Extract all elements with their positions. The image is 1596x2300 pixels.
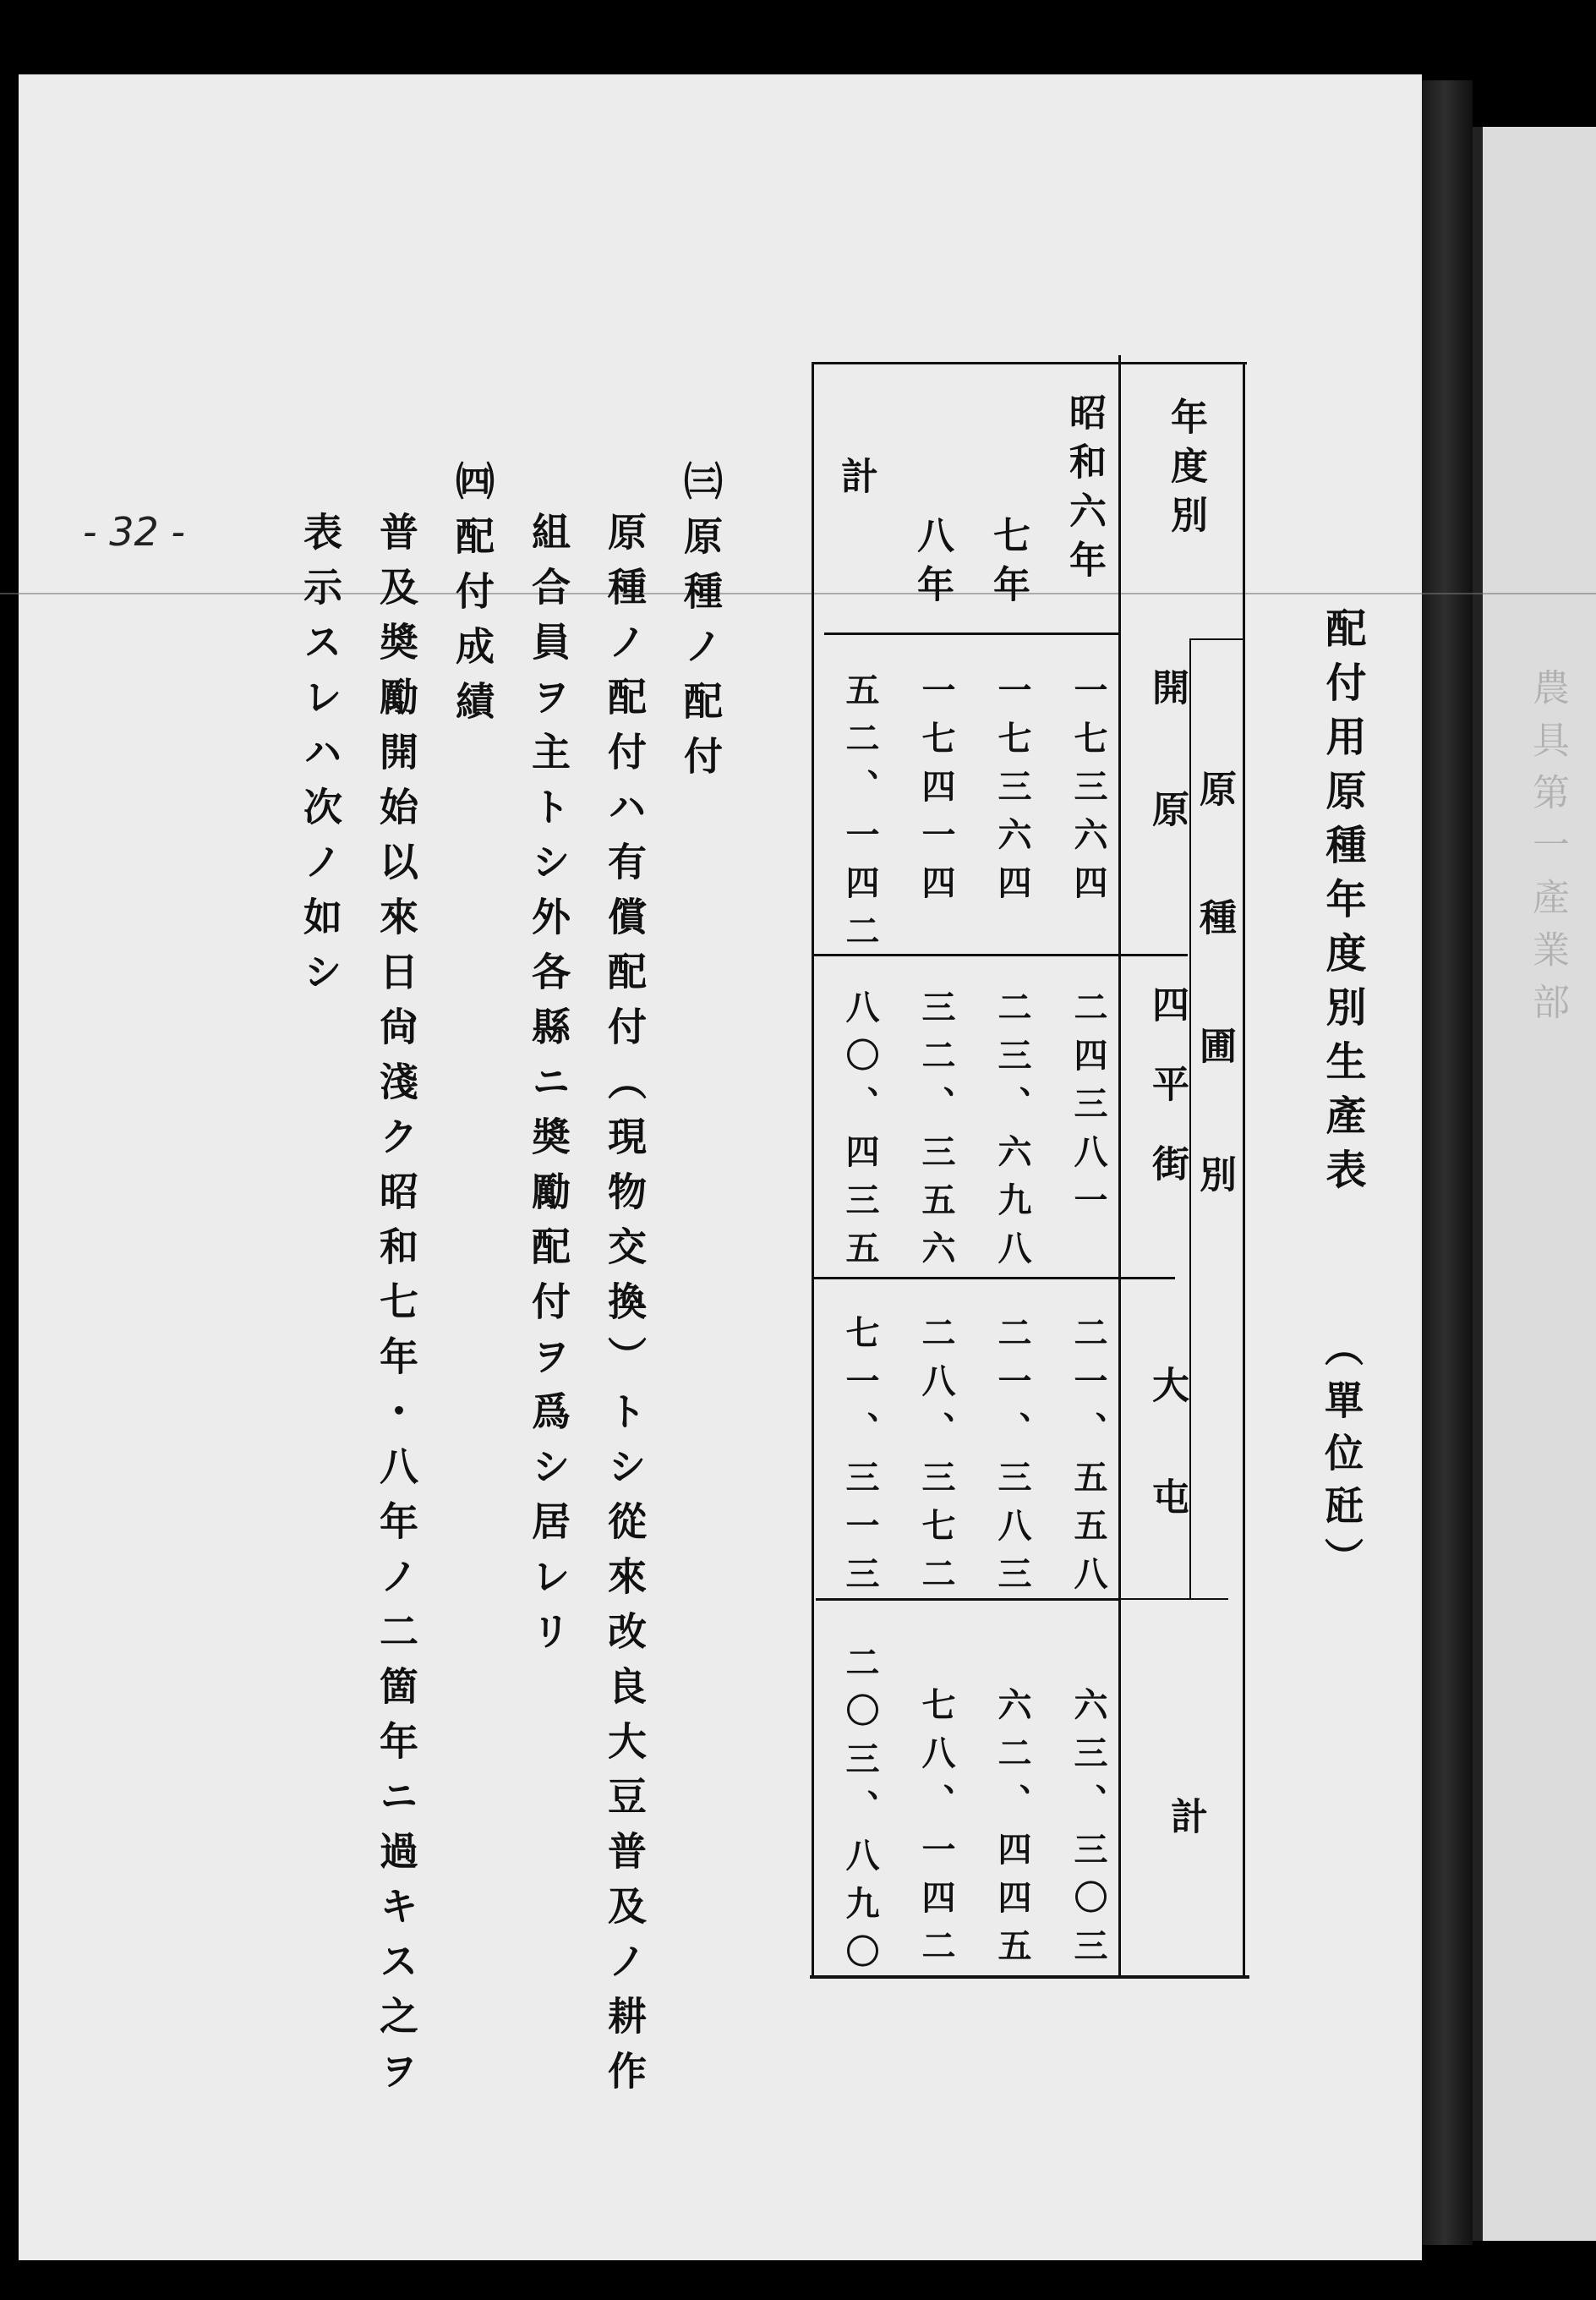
book-spine [1422, 80, 1473, 2245]
row-label-7: 七年 [987, 516, 1030, 614]
cell-r0-daiton: 二一、五五八 [1069, 1315, 1108, 1604]
cell-r2-shiheigai: 三二、三五六 [916, 989, 956, 1279]
cell-r1-daiton: 二一、三八三 [992, 1315, 1032, 1604]
row-label-8: 八年 [910, 516, 954, 614]
header-daiton: 大屯 [1145, 1366, 1189, 1589]
cell-r2-total: 七八、一四二 [916, 1687, 956, 1976]
cell-r3-total: 二〇三、八九〇 [840, 1645, 880, 1982]
row-label-showa6: 昭和六年 [1063, 393, 1106, 589]
header-year: 年度別 [1164, 397, 1207, 545]
section-text-line: 原種ノ配付ハ有償配付（現物交換）トシ從來改良大豆普及ノ耕作 [602, 512, 648, 2106]
cell-r2-kaigen: 一七四一四 [916, 672, 956, 913]
header-group: 原種圃別 [1193, 769, 1236, 1284]
facing-page-edge [1473, 127, 1596, 2241]
cell-r0-total: 六三、三〇三 [1069, 1687, 1108, 1976]
cell-r1-shiheigai: 二三、六九八 [992, 989, 1032, 1279]
header-shiheigai: 四平街 [1145, 985, 1189, 1224]
facing-page-shadow [1473, 127, 1483, 2241]
section-text-line: 表示スレハ次ノ如シ [298, 512, 343, 1006]
bleed-through-text: 農具第一產業部 [1526, 668, 1569, 1035]
cell-r0-kaigen: 一七三六四 [1069, 672, 1108, 913]
section-heading-haifu: ㈢原種ノ配付 [678, 461, 724, 791]
header-total: 計 [1164, 1797, 1207, 1846]
header-kaigen: 開原 [1145, 668, 1189, 912]
cell-r1-kaigen: 一七三六四 [992, 672, 1032, 913]
cell-r1-total: 六二、四四五 [992, 1687, 1032, 1976]
section-heading-seiseki: ㈣配付成績 [450, 461, 495, 736]
cell-r3-daiton: 七一、三一三 [840, 1315, 880, 1604]
page-number: - 32 - [83, 509, 185, 555]
cell-r0-shiheigai: 二四三八一 [1069, 989, 1108, 1230]
table-title: 配付用原種年度別生產表 [1319, 607, 1366, 1202]
cell-r3-shiheigai: 八〇、四三五 [840, 989, 880, 1279]
scan-artifact-line [0, 593, 1596, 594]
cell-r2-daiton: 二八、三七二 [916, 1315, 956, 1604]
section-text-line: 普及奬勵開始以來日尙淺ク昭和七年・八年ノ二箇年ニ過キス之ヲ [374, 512, 419, 2106]
table-unit: （單位瓩） [1319, 1328, 1364, 1590]
section-text-line: 組合員ヲ主トシ外各縣ニ奬勵配付ヲ爲シ居レリ [526, 512, 571, 1666]
cell-r3-kaigen: 五二、一四二 [840, 672, 880, 961]
row-label-total: 計 [834, 457, 877, 506]
